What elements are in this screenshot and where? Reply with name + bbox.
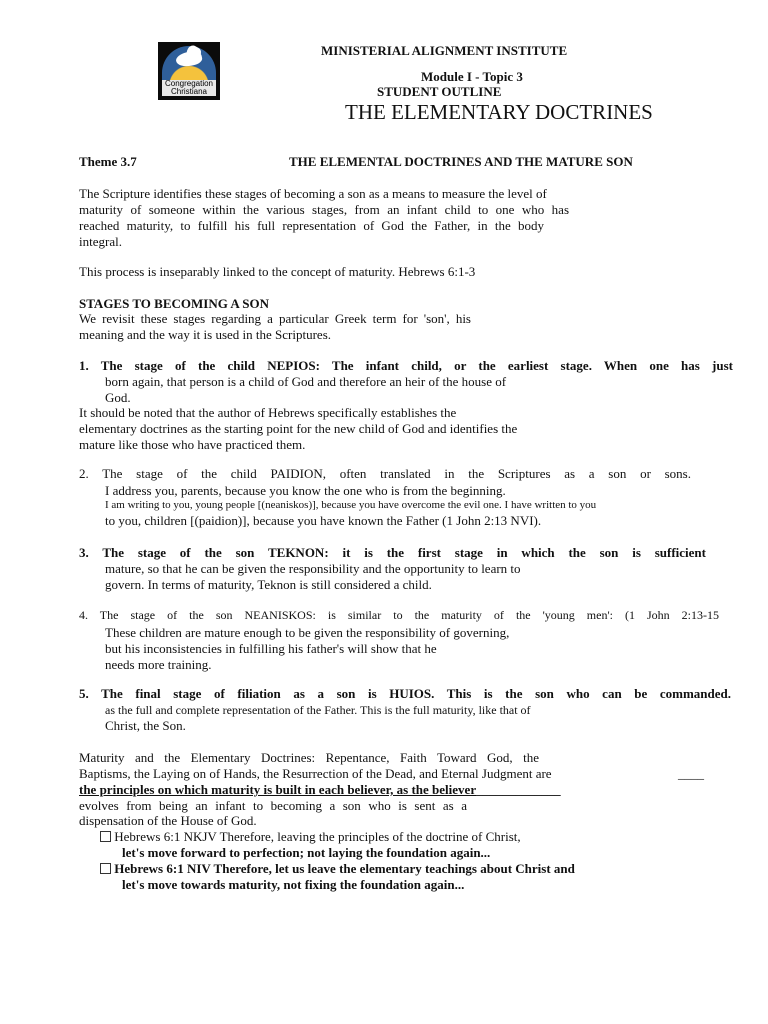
verse-nkjv-text: let's move forward to perfection; not laying the foundation again... bbox=[122, 845, 491, 860]
verse-niv-ref: Hebrews 6:1 NIV Therefore, let us leave the elementary teachings about Christ and bbox=[111, 861, 575, 876]
stage-3-title: 3. The stage of the son TEKNON: it is the first stage in which the son is sufficient bbox=[79, 545, 706, 560]
maturity-reference: This process is inseparably linked to the concept of maturity. Hebrews 6:1-3 bbox=[79, 264, 476, 279]
stage-1-body bbox=[105, 374, 506, 406]
stage-1-line: God. bbox=[105, 390, 131, 405]
closing-line-5: dispensation of the House of God. bbox=[79, 813, 257, 828]
student-outline-label: STUDENT OUTLINE bbox=[377, 84, 502, 99]
stage-2-reference: to you, children [(paidion)], because you have known the Father (1 John 2:13 NVI). bbox=[105, 513, 542, 528]
stage-4-line: needs more training. bbox=[105, 657, 212, 672]
page-title: THE ELEMENTARY DOCTRINES bbox=[345, 100, 653, 124]
closing-line-4: evolves from being an infant to becoming a son who is sent as a bbox=[79, 798, 467, 813]
stage-5-line: as the full and complete representation of the Father. This is the full maturity, like that of bbox=[105, 703, 531, 717]
intro-line: maturity of someone within the various stages, from an infant child to one who has bbox=[79, 202, 569, 217]
verse-nkjv-ref: Hebrews 6:1 NKJV Therefore, leaving the principles of the doctrine of Christ, bbox=[111, 829, 521, 844]
stage-4-line: but his inconsistencies in fulfilling his father's will show that he bbox=[105, 641, 437, 656]
verse-niv-text: let's move towards maturity, not fixing the foundation again... bbox=[122, 877, 465, 892]
theme-heading: THE ELEMENTAL DOCTRINES AND THE MATURE SON bbox=[289, 154, 633, 169]
closing-emphasis-text: the principles on which maturity is built in each believer, as the believer bbox=[79, 782, 477, 797]
closing-emphasis-blank: _____________ bbox=[476, 782, 561, 797]
logo-label bbox=[162, 80, 216, 96]
institute-name: MINISTERIAL ALIGNMENT INSTITUTE bbox=[321, 43, 568, 58]
closing-line-2: Baptisms, the Laying on of Hands, the Resurrection of the Dead, and Eternal Judgment are bbox=[79, 766, 552, 781]
intro-line: reached maturity, to fulfill his full representation of God the Father, in the body bbox=[79, 218, 544, 233]
checkbox-bullet-icon bbox=[100, 831, 111, 842]
stage-4-body bbox=[105, 625, 509, 673]
stage-2-quote: I address you, parents, because you know the one who is from the beginning. bbox=[105, 483, 506, 498]
note-line: mature like those who have practiced them. bbox=[79, 437, 306, 452]
theme-label: Theme 3.7 bbox=[79, 154, 137, 169]
stage-1-note bbox=[79, 405, 517, 453]
closing-line-1: Maturity and the Elementary Doctrines: Repentance, Faith Toward God, the bbox=[79, 750, 539, 765]
note-line: It should be noted that the author of Hebrews specifically establishes the bbox=[79, 405, 457, 420]
stage-4-line: These children are mature enough to be given the responsibility of governing, bbox=[105, 625, 510, 640]
stage-2-title: 2. The stage of the child PAIDION, often translated in the Scriptures as a son or sons. bbox=[79, 466, 691, 481]
stages-heading: STAGES TO BECOMING A SON bbox=[79, 296, 270, 311]
stage-2-quote-small: I am writing to you, young people [(neaniskos)], because you have overcome the evil one. I have written to you bbox=[105, 499, 597, 511]
stages-intro bbox=[79, 311, 471, 343]
congregation-logo bbox=[158, 42, 220, 100]
stages-intro-line: We revisit these stages regarding a particular Greek term for 'son', his bbox=[79, 311, 471, 326]
stage-5-title: 5. The final stage of filiation as a son is HUIOS. This is the son who can be commanded. bbox=[79, 686, 731, 701]
stage-1-line: born again, that person is a child of God and therefore an heir of the house of bbox=[105, 374, 507, 389]
closing-blank: ____ bbox=[678, 766, 704, 781]
intro-line: integral. bbox=[79, 234, 122, 249]
closing-emphasis bbox=[79, 782, 561, 798]
stage-3-line: mature, so that he can be given the responsibility and the opportunity to learn to bbox=[105, 561, 521, 576]
stage-3-body bbox=[105, 561, 521, 593]
stage-4-title: 4. The stage of the son NEANISKOS: is similar to the maturity of the 'young men': (1 John 2:13-15 bbox=[79, 608, 719, 622]
stage-5-line: Christ, the Son. bbox=[105, 718, 186, 733]
logo-line-2: Christiana bbox=[170, 87, 207, 96]
verse-nkjv bbox=[100, 829, 521, 845]
logo-line-1: Congregation bbox=[164, 79, 214, 88]
intro-paragraph bbox=[79, 186, 572, 250]
intro-line: The Scripture identifies these stages of becoming a son as a means to measure the level of bbox=[79, 186, 547, 201]
stage-3-line: govern. In terms of maturity, Teknon is still considered a child. bbox=[105, 577, 432, 592]
checkbox-bullet-icon bbox=[100, 863, 111, 874]
stages-intro-line: meaning and the way it is used in the Scriptures. bbox=[79, 327, 332, 342]
note-line: elementary doctrines as the starting point for the new child of God and identifies the bbox=[79, 421, 518, 436]
module-label: Module I - Topic 3 bbox=[421, 69, 523, 84]
stage-1-title: 1. The stage of the child NEPIOS: The infant child, or the earliest stage. When one has just bbox=[79, 358, 733, 373]
verse-niv bbox=[100, 861, 575, 877]
